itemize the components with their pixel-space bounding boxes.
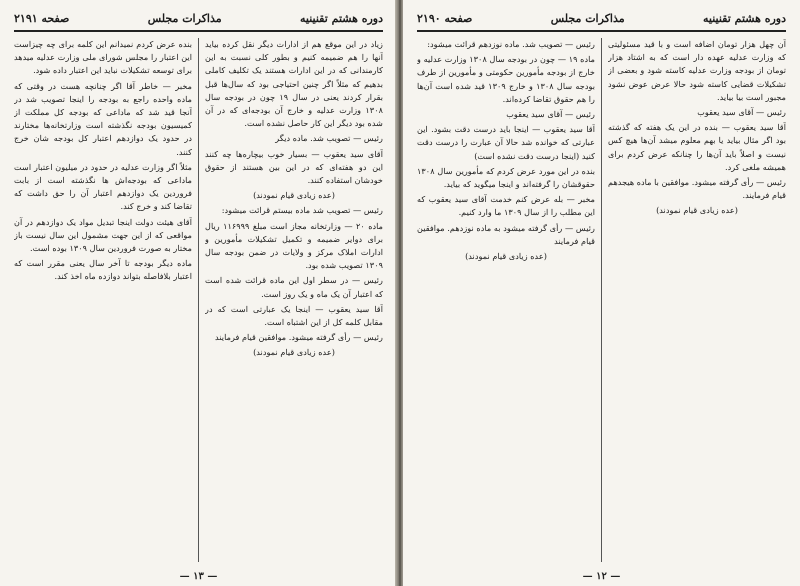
paragraph: ماده ۱۹ — چون در بودجه سال ۱۳۰۸ وزارت عدلیه و خارج از بودجه مأمورین حکومتی و مأمورین از طرف بودجه سال ۱۳۰۸ و خارج ۱۳۰۹ قید شده است آن‌ها را هم حقوق تقاضا کرده‌اند. bbox=[417, 54, 595, 104]
right-page-header bbox=[417, 8, 786, 28]
paragraph: رئیس — رأی گرفته میشود. موافقین قیام فرمایند bbox=[215, 332, 383, 343]
paragraph: رئیس — تصویب شد. ماده دیگر bbox=[275, 133, 383, 144]
paragraph: رئیس — تصویب شد ماده بیستم قرائت میشود: bbox=[221, 205, 383, 216]
right-page bbox=[403, 0, 800, 586]
right-header-rule bbox=[417, 30, 786, 32]
paragraph: رئیس — رأی گرفته میشود. موافقین با ماده هیجدهم قیام فرمایند. bbox=[608, 177, 786, 201]
paragraph: (عده زیادی قیام نمودند) bbox=[656, 205, 738, 216]
paragraph: بنده عرض کردم نمیدانم این کلمه برای چه چیزاست این اعتبار را مجلس شورای ملی وزارت عدلیه میدهد برای توسعه تشکیلات نباید این اعتبار داده شود. bbox=[14, 39, 192, 76]
paragraph: آقای سید یعقوب — بسیار خوب بیچاره‌ها چه کنند این دو هفته‌ای که در این بین هستند از حقوق خودشان استفاده کنند. bbox=[205, 148, 383, 186]
paragraph: رئیس — آقای سید یعقوب bbox=[697, 107, 786, 118]
paragraph: (عده زیادی قیام نمودند) bbox=[253, 347, 335, 358]
paragraph: مخبر — بله عرض کنم خدمت آقای سید یعقوب که این مطلب را از سال ۱۳۰۹ ما وارد کنیم. bbox=[417, 194, 595, 218]
column-divider bbox=[601, 38, 602, 562]
paragraph: زیاد در این موقع هم از ادارات دیگر نقل کرده بیاید آنها را هم ضمیمه کنیم و بطور کلی نسبت به این کارمندانی که در این ادارات هستند یک تکلیف کاملی بدهیم که مثلاً اگر چنین احتیاجی بود که سال‌ها قبل بقرار کردند یعنی در سال ۱۹ چون در بودجه سال ۱۳۰۸ وزارت عدلیه و خارج آن بودجه‌ای که در آن شده بود دیگر این کار حاصل نشده است. bbox=[205, 39, 383, 129]
paragraph: آقا سید یعقوب — بنده در این یک هفته که گذشته بود اگر مثال بیاید یا بهم معلوم میشد آن‌ها هیچ کس نیست و اصلاً باید آن‌ها را چنانکه عرض کردم برای همیشه ملغی کرد. bbox=[608, 122, 786, 172]
paragraph: رئیس — آقای سید یعقوب bbox=[506, 109, 595, 120]
paragraph: مخبر — خاطر آقا اگر چنانچه هست در وقتی که ماده واحده راجع به بودجه را اینجا تصویب شد در آنجا قید شد که ماداعی که بودجه کل مملکت از کمیسیون بودجه نگذشته است وزارتخانه‌ها مختارند در حدود یک دوازدهم اعتبار کل بودجه شان خرج کنند. bbox=[14, 80, 192, 157]
paragraph: (عده زیادی قیام نمودند) bbox=[253, 190, 335, 201]
paragraph: آقا سید یعقوب — اینجا باید درست دقت بشود. این عبارتی که خوانده شد حالا آن عبارت را درست دقت کنید (اینجا درست دقت نشده است) bbox=[417, 124, 595, 161]
left-page-right-column bbox=[205, 38, 383, 564]
left-page-header bbox=[14, 8, 383, 28]
right-page-title: مذاکرات مجلس bbox=[550, 11, 625, 25]
paragraph: ماده دیگر بودجه تا آخر سال یعنی مقرر است که اعتبار بلافاصله بتواند دوازده ماه اخذ کند. bbox=[14, 258, 192, 282]
paragraph: رئیس — در سطر اول این ماده قرائت شده است که اعتبار آن یک ماه و یک روز است. bbox=[205, 275, 383, 299]
left-page-left-column bbox=[14, 38, 192, 564]
left-page-title: مذاکرات مجلس bbox=[147, 11, 222, 25]
left-page bbox=[0, 0, 397, 586]
left-page-session: دوره هشتم تقنینیه bbox=[300, 11, 383, 25]
paragraph: رئیس — تصویب شد. ماده نوزدهم قرائت میشود: bbox=[427, 39, 595, 49]
paragraph: (عده زیادی قیام نمودند) bbox=[465, 251, 547, 262]
left-header-rule bbox=[14, 30, 383, 32]
paragraph: رئیس — رأی گرفته میشود به ماده نوزدهم. موافقین قیام فرمایند bbox=[417, 222, 595, 246]
right-page-footer-number: — ۱۲ — bbox=[582, 571, 621, 582]
paragraph: بنده در این مورد عرض کردم که مأمورین سال ۱۳۰۸ حقوقشان را گرفته‌اند و اینجا میگوید که بیاید. bbox=[417, 165, 595, 190]
paragraph: آقا سید یعقوب — اینجا یک عبارتی است که در مقابل کلمه کل از این اشتباه است. bbox=[205, 303, 383, 328]
paragraph: ماده ۲۰ — وزارتخانه مجاز است مبلغ ۱۱۶۹۹۹ ریال برای دوایر ضمیمه و تکمیل تشکیلات مأمورین و ادارات املاک مرکز و ولایات در ضمن بودجه سال ۱۳۰۹ تصویب شده بود. bbox=[205, 220, 383, 271]
right-page-number: صفحه ۲۱۹۰ bbox=[417, 11, 473, 25]
right-page-session: دوره هشتم تقنینیه bbox=[703, 11, 786, 25]
left-page-footer-number: — ۱۳ — bbox=[179, 571, 218, 582]
right-page-left-column bbox=[417, 38, 595, 564]
right-page-right-column bbox=[608, 38, 786, 564]
paragraph: آن چهل هزار تومان اضافه است و با قید مسئولیتی که وزارت عدلیه عهده دار است که به اشتاد هزار تومان از بودجه وزارت عدلیه کاسته شود و بعضی از تشکیلات قضایی کاسته شود حالا عرض عوض نشود مجبور است بیا بیاید. bbox=[608, 39, 786, 102]
paragraph: آقای هیئت دولت اینجا تبدیل مواد یک دوازدهم در آن مواقعی که از این جهت مشمول این سال نیست باز مختار به صورت فروردین سال ۱۳۰۹ بوده است. bbox=[14, 216, 192, 254]
left-page-number: صفحه ۲۱۹۱ bbox=[14, 11, 70, 25]
paragraph: مثلاً اگر وزارت عدلیه در حدود در میلیون اعتبار است ماداعی که بودجه‌اش ها نگذشته است از بابت فروردین یک دوازدهم اعتبار آن را حق داشت که تقاضا کند و خرج کند. bbox=[14, 161, 192, 212]
column-divider bbox=[198, 38, 199, 562]
